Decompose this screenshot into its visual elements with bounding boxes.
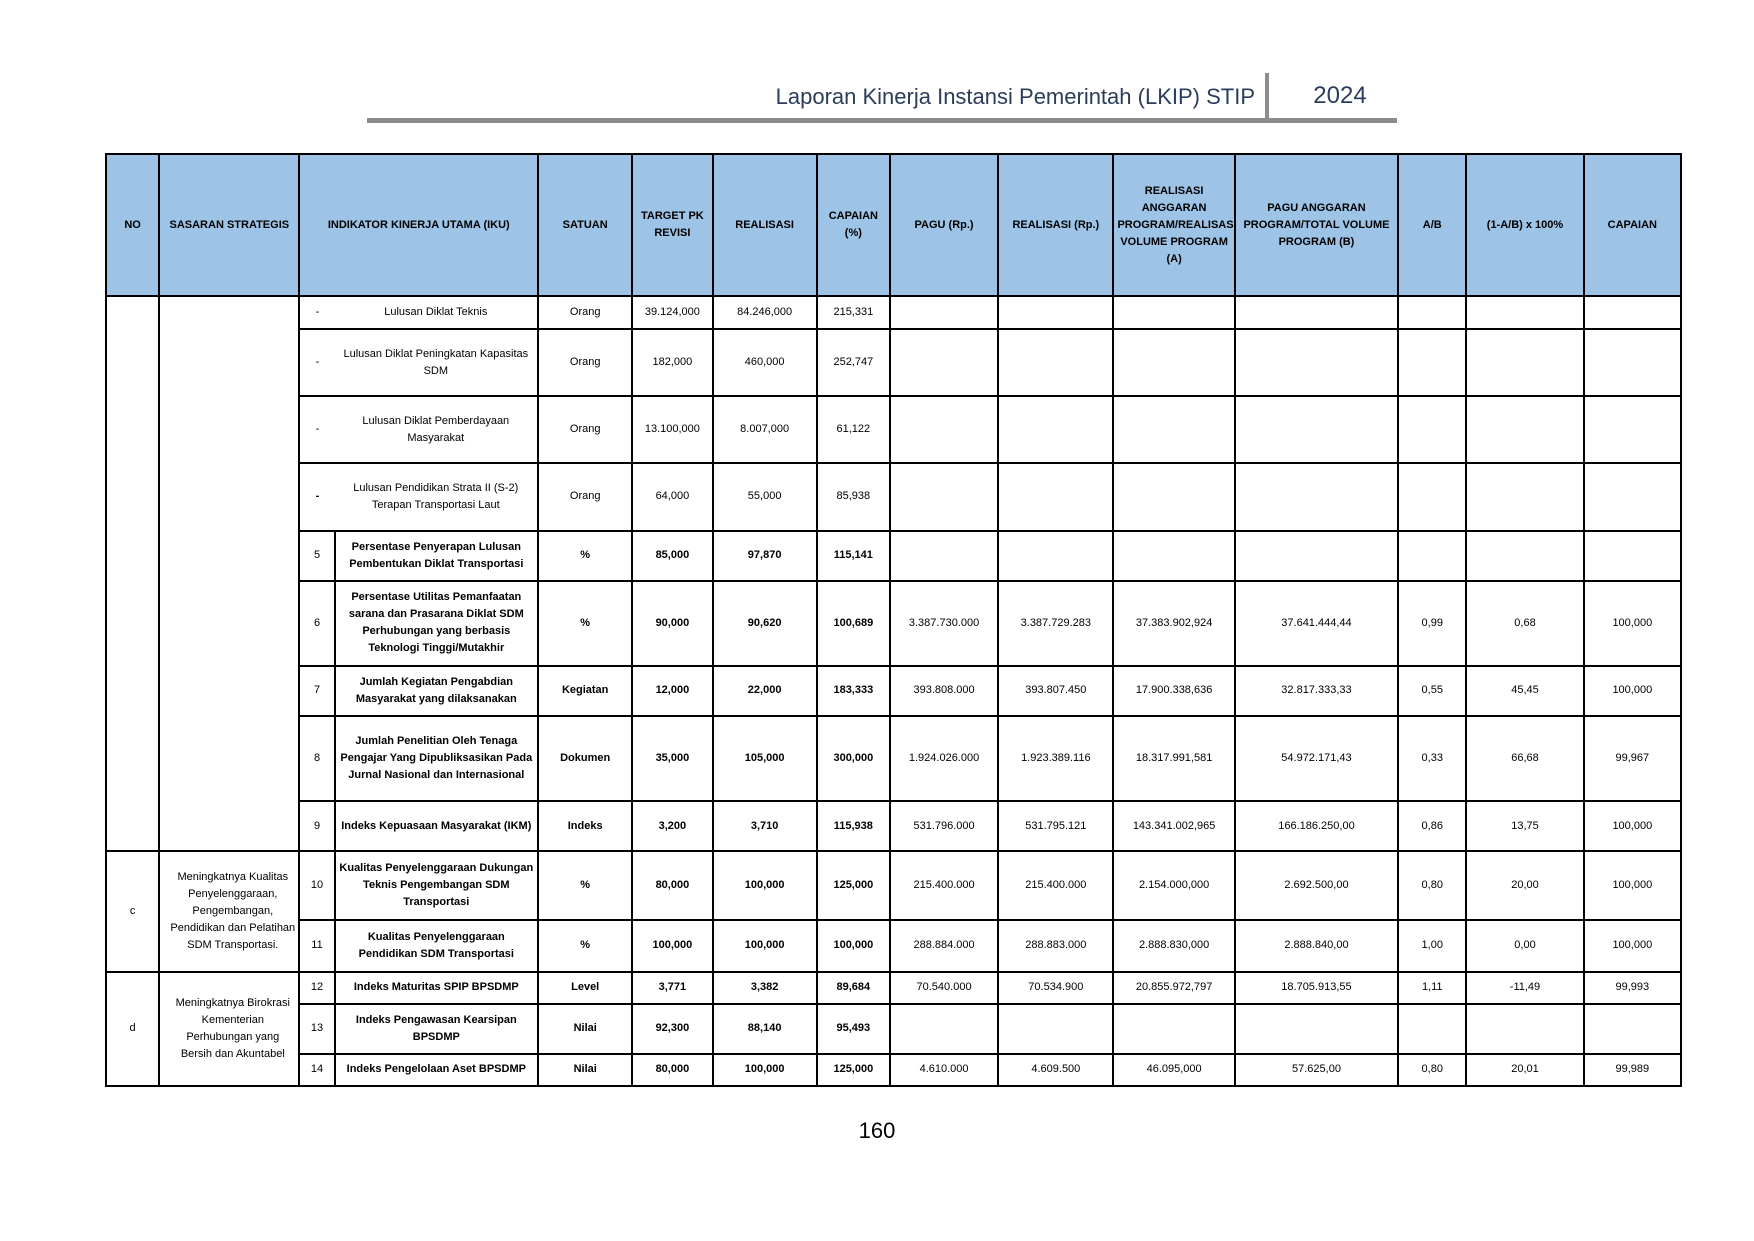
target-cell: 85,000: [632, 531, 712, 581]
realisasi-rp-cell: 3.387.729.283: [998, 581, 1113, 666]
capaian-pct-cell: 300,000: [817, 716, 890, 801]
ab-cell: 0,80: [1398, 1054, 1466, 1086]
ab-cell: 1,11: [1398, 972, 1466, 1004]
pagu-cell: 3.387.730.000: [890, 581, 998, 666]
header-rule: [367, 118, 1397, 123]
empty-cell: [1584, 296, 1681, 329]
iku-name: Jumlah Kegiatan Pengabdian Masyarakat yang dilaksanakan: [335, 666, 539, 716]
realisasi-rp-cell: 531.795.121: [998, 801, 1113, 851]
realisasi-cell: 84.246,000: [713, 296, 817, 329]
iku-no: 7: [299, 666, 334, 716]
table-row: [106, 801, 1681, 851]
pagu-b-cell: 54.972.171,43: [1235, 716, 1398, 801]
col-target: TARGET PK REVISI: [632, 154, 712, 296]
table-row: [106, 296, 1681, 329]
empty-cell: [998, 296, 1113, 329]
formula-cell: 66,68: [1466, 716, 1583, 801]
satuan-cell: %: [538, 920, 632, 972]
capaian-cell: [1584, 1004, 1681, 1054]
empty-cell: [1398, 463, 1466, 530]
table-row: [106, 1004, 1681, 1054]
ab-cell: [1398, 531, 1466, 581]
formula-cell: 45,45: [1466, 666, 1583, 716]
capaian-pct-cell: 100,689: [817, 581, 890, 666]
pagu-cell: 70.540.000: [890, 972, 998, 1004]
anggaran-a-cell: 37.383.902,924: [1113, 581, 1234, 666]
capaian-pct-cell: 115,938: [817, 801, 890, 851]
pagu-cell: 215.400.000: [890, 851, 998, 919]
formula-cell: -11,49: [1466, 972, 1583, 1004]
empty-cell: [1235, 296, 1398, 329]
target-cell: 12,000: [632, 666, 712, 716]
empty-cell: [890, 396, 998, 463]
sub-label: Lulusan Diklat Peningkatan Kapasitas SDM: [335, 329, 539, 396]
table-row: [106, 581, 1681, 666]
realisasi-rp-cell: 288.883.000: [998, 920, 1113, 972]
realisasi-rp-cell: 4.609.500: [998, 1054, 1113, 1086]
satuan-cell: Orang: [538, 296, 632, 329]
satuan-cell: %: [538, 531, 632, 581]
iku-no: 14: [299, 1054, 334, 1086]
satuan-cell: Level: [538, 972, 632, 1004]
target-cell: 80,000: [632, 851, 712, 919]
target-cell: 3,200: [632, 801, 712, 851]
target-cell: 90,000: [632, 581, 712, 666]
realisasi-cell: 8.007,000: [713, 396, 817, 463]
table-header-row: [106, 154, 1681, 296]
pagu-cell: 288.884.000: [890, 920, 998, 972]
target-cell: 13.100,000: [632, 396, 712, 463]
capaian-cell: 100,000: [1584, 666, 1681, 716]
capaian-cell: 100,000: [1584, 920, 1681, 972]
empty-cell: [890, 463, 998, 530]
col-satuan: SATUAN: [538, 154, 632, 296]
satuan-cell: Nilai: [538, 1054, 632, 1086]
empty-cell: [890, 296, 998, 329]
ab-cell: 0,55: [1398, 666, 1466, 716]
pagu-cell: 531.796.000: [890, 801, 998, 851]
target-cell: 80,000: [632, 1054, 712, 1086]
empty-cell: [1398, 329, 1466, 396]
formula-cell: 13,75: [1466, 801, 1583, 851]
realisasi-cell: 105,000: [713, 716, 817, 801]
anggaran-a-cell: 2.888.830,000: [1113, 920, 1234, 972]
target-cell: 39.124,000: [632, 296, 712, 329]
col-pagu: PAGU (Rp.): [890, 154, 998, 296]
satuan-cell: Orang: [538, 463, 632, 530]
capaian-pct-cell: 215,331: [817, 296, 890, 329]
satuan-cell: Kegiatan: [538, 666, 632, 716]
sub-dash: -: [299, 329, 334, 396]
satuan-cell: Orang: [538, 396, 632, 463]
empty-cell: [998, 329, 1113, 396]
report-year: 2024: [1313, 82, 1367, 109]
capaian-pct-cell: 125,000: [817, 1054, 890, 1086]
anggaran-a-cell: 18.317.991,581: [1113, 716, 1234, 801]
realisasi-cell: 55,000: [713, 463, 817, 530]
anggaran-a-cell: [1113, 531, 1234, 581]
empty-cell: [1113, 296, 1234, 329]
col-capaian-pct: CAPAIAN (%): [817, 154, 890, 296]
pagu-cell: [890, 531, 998, 581]
iku-no: 10: [299, 851, 334, 919]
anggaran-a-cell: [1113, 1004, 1234, 1054]
satuan-cell: %: [538, 581, 632, 666]
capaian-cell: 99,967: [1584, 716, 1681, 801]
group-no: d: [106, 972, 159, 1086]
realisasi-rp-cell: 393.807.450: [998, 666, 1113, 716]
ab-cell: 0,80: [1398, 851, 1466, 919]
ab-cell: [1398, 1004, 1466, 1054]
pagu-b-cell: 166.186.250,00: [1235, 801, 1398, 851]
capaian-cell: 99,993: [1584, 972, 1681, 1004]
sub-label: Lulusan Pendidikan Strata II (S-2) Terapan Transportasi Laut: [335, 463, 539, 530]
realisasi-cell: 100,000: [713, 920, 817, 972]
realisasi-rp-cell: 70.534.900: [998, 972, 1113, 1004]
empty-cell: [1398, 396, 1466, 463]
table-row: [106, 666, 1681, 716]
capaian-cell: 99,989: [1584, 1054, 1681, 1086]
formula-cell: [1466, 1004, 1583, 1054]
empty-cell: [1584, 463, 1681, 530]
satuan-cell: %: [538, 851, 632, 919]
formula-cell: 20,01: [1466, 1054, 1583, 1086]
satuan-cell: Orang: [538, 329, 632, 396]
capaian-pct-cell: 61,122: [817, 396, 890, 463]
table-row: [106, 531, 1681, 581]
page-number: 160: [858, 1118, 896, 1143]
col-realisasi: REALISASI: [713, 154, 817, 296]
table-row: [106, 851, 1681, 919]
iku-no: 13: [299, 1004, 334, 1054]
iku-name: Indeks Maturitas SPIP BPSDMP: [335, 972, 539, 1004]
col-no: NO: [106, 154, 159, 296]
pagu-b-cell: 18.705.913,55: [1235, 972, 1398, 1004]
empty-cell: [1466, 396, 1583, 463]
realisasi-cell: 88,140: [713, 1004, 817, 1054]
formula-cell: 0,68: [1466, 581, 1583, 666]
iku-name: Jumlah Penelitian Oleh Tenaga Pengajar Yang Dipubliksasikan Pada Jurnal Nasional dan Internasional: [335, 716, 539, 801]
empty-cell: [1466, 329, 1583, 396]
col-iku: INDIKATOR KINERJA UTAMA (IKU): [299, 154, 538, 296]
capaian-pct-cell: 85,938: [817, 463, 890, 530]
table-row: [106, 396, 1681, 463]
empty-cell: [1113, 396, 1234, 463]
iku-no: 6: [299, 581, 334, 666]
iku-name: Indeks Kepuasaan Masyarakat (IKM): [335, 801, 539, 851]
iku-no: 11: [299, 920, 334, 972]
iku-no: 9: [299, 801, 334, 851]
no-cell: [106, 296, 159, 851]
pagu-b-cell: 57.625,00: [1235, 1054, 1398, 1086]
capaian-cell: [1584, 531, 1681, 581]
empty-cell: [1466, 296, 1583, 329]
col-capaian: CAPAIAN: [1584, 154, 1681, 296]
target-cell: 182,000: [632, 329, 712, 396]
realisasi-cell: 22,000: [713, 666, 817, 716]
target-cell: 92,300: [632, 1004, 712, 1054]
iku-no: 8: [299, 716, 334, 801]
capaian-pct-cell: 125,000: [817, 851, 890, 919]
capaian-pct-cell: 100,000: [817, 920, 890, 972]
realisasi-cell: 3,710: [713, 801, 817, 851]
realisasi-rp-cell: [998, 531, 1113, 581]
iku-name: Indeks Pengawasan Kearsipan BPSDMP: [335, 1004, 539, 1054]
anggaran-a-cell: 17.900.338,636: [1113, 666, 1234, 716]
capaian-pct-cell: 252,747: [817, 329, 890, 396]
ab-cell: 0,86: [1398, 801, 1466, 851]
col-formula: (1-A/B) x 100%: [1466, 154, 1583, 296]
capaian-pct-cell: 115,141: [817, 531, 890, 581]
ab-cell: 0,33: [1398, 716, 1466, 801]
empty-cell: [1235, 396, 1398, 463]
anggaran-a-cell: 2.154.000,000: [1113, 851, 1234, 919]
realisasi-rp-cell: 215.400.000: [998, 851, 1113, 919]
formula-cell: 20,00: [1466, 851, 1583, 919]
pagu-b-cell: 2.692.500,00: [1235, 851, 1398, 919]
col-realisasi-rp: REALISASI (Rp.): [998, 154, 1113, 296]
sub-dash: -: [299, 296, 334, 329]
pagu-b-cell: [1235, 1004, 1398, 1054]
table-row: [106, 1054, 1681, 1086]
col-pagu-b: PAGU ANGGARAN PROGRAM/TOTAL VOLUME PROGRAM (B): [1235, 154, 1398, 296]
empty-cell: [1113, 463, 1234, 530]
iku-no: 5: [299, 531, 334, 581]
realisasi-rp-cell: 1.923.389.116: [998, 716, 1113, 801]
realisasi-cell: 460,000: [713, 329, 817, 396]
anggaran-a-cell: 20.855.972,797: [1113, 972, 1234, 1004]
sub-dash: -: [299, 463, 334, 530]
iku-name: Persentase Utilitas Pemanfaatan sarana dan Prasarana Diklat SDM Perhubungan yang berbasis Teknologi Tinggi/Mutakhir: [335, 581, 539, 666]
iku-name: Indeks Pengelolaan Aset BPSDMP: [335, 1054, 539, 1086]
capaian-cell: 100,000: [1584, 851, 1681, 919]
capaian-cell: 100,000: [1584, 581, 1681, 666]
table-row: [106, 463, 1681, 530]
table-row: [106, 329, 1681, 396]
col-sasaran: SASARAN STRATEGIS: [159, 154, 299, 296]
empty-cell: [1235, 463, 1398, 530]
realisasi-rp-cell: [998, 1004, 1113, 1054]
realisasi-cell: 97,870: [713, 531, 817, 581]
target-cell: 64,000: [632, 463, 712, 530]
empty-cell: [890, 329, 998, 396]
sasaran-cell: [159, 296, 299, 851]
table-row: [106, 972, 1681, 1004]
sub-label: Lulusan Diklat Teknis: [335, 296, 539, 329]
pagu-cell: 1.924.026.000: [890, 716, 998, 801]
capaian-pct-cell: 89,684: [817, 972, 890, 1004]
ab-cell: 0,99: [1398, 581, 1466, 666]
capaian-pct-cell: 183,333: [817, 666, 890, 716]
realisasi-cell: 90,620: [713, 581, 817, 666]
anggaran-a-cell: 46.095,000: [1113, 1054, 1234, 1086]
empty-cell: [998, 396, 1113, 463]
sasaran-strategis: Meningkatnya Kualitas Penyelenggaraan, Pengembangan, Pendidikan dan Pelatihan SDM Transportasi.: [159, 851, 299, 971]
report-title: Laporan Kinerja Instansi Pemerintah (LKIP) STIP: [775, 84, 1255, 109]
capaian-pct-cell: 95,493: [817, 1004, 890, 1054]
empty-cell: [1584, 396, 1681, 463]
table-row: [106, 716, 1681, 801]
pagu-cell: 393.808.000: [890, 666, 998, 716]
iku-name: Kualitas Penyelenggaraan Dukungan Teknis Pengembangan SDM Transportasi: [335, 851, 539, 919]
pagu-b-cell: 37.641.444,44: [1235, 581, 1398, 666]
pagu-cell: [890, 1004, 998, 1054]
realisasi-cell: 3,382: [713, 972, 817, 1004]
header-divider: [1265, 73, 1269, 122]
empty-cell: [1235, 329, 1398, 396]
col-anggaran-a: REALISASI ANGGARAN PROGRAM/REALISASI VOLUME PROGRAM (A): [1113, 154, 1234, 296]
empty-cell: [1113, 329, 1234, 396]
realisasi-cell: 100,000: [713, 1054, 817, 1086]
empty-cell: [1398, 296, 1466, 329]
pagu-cell: 4.610.000: [890, 1054, 998, 1086]
satuan-cell: Nilai: [538, 1004, 632, 1054]
ab-cell: 1,00: [1398, 920, 1466, 972]
realisasi-cell: 100,000: [713, 851, 817, 919]
capaian-cell: 100,000: [1584, 801, 1681, 851]
performance-table: [105, 153, 1682, 1087]
sasaran-strategis: Meningkatnya Birokrasi Kementerian Perhubungan yang Bersih dan Akuntabel: [159, 972, 299, 1086]
anggaran-a-cell: 143.341.002,965: [1113, 801, 1234, 851]
pagu-b-cell: [1235, 531, 1398, 581]
col-ab: A/B: [1398, 154, 1466, 296]
table-row: [106, 920, 1681, 972]
target-cell: 35,000: [632, 716, 712, 801]
satuan-cell: Dokumen: [538, 716, 632, 801]
satuan-cell: Indeks: [538, 801, 632, 851]
empty-cell: [998, 463, 1113, 530]
target-cell: 3,771: [632, 972, 712, 1004]
sub-dash: -: [299, 396, 334, 463]
pagu-b-cell: 2.888.840,00: [1235, 920, 1398, 972]
iku-name: Kualitas Penyelenggaraan Pendidikan SDM Transportasi: [335, 920, 539, 972]
sub-label: Lulusan Diklat Pemberdayaan Masyarakat: [335, 396, 539, 463]
formula-cell: [1466, 531, 1583, 581]
empty-cell: [1466, 463, 1583, 530]
pagu-b-cell: 32.817.333,33: [1235, 666, 1398, 716]
iku-no: 12: [299, 972, 334, 1004]
group-no: c: [106, 851, 159, 971]
empty-cell: [1584, 329, 1681, 396]
iku-name: Persentase Penyerapan Lulusan Pembentukan Diklat Transportasi: [335, 531, 539, 581]
target-cell: 100,000: [632, 920, 712, 972]
formula-cell: 0,00: [1466, 920, 1583, 972]
